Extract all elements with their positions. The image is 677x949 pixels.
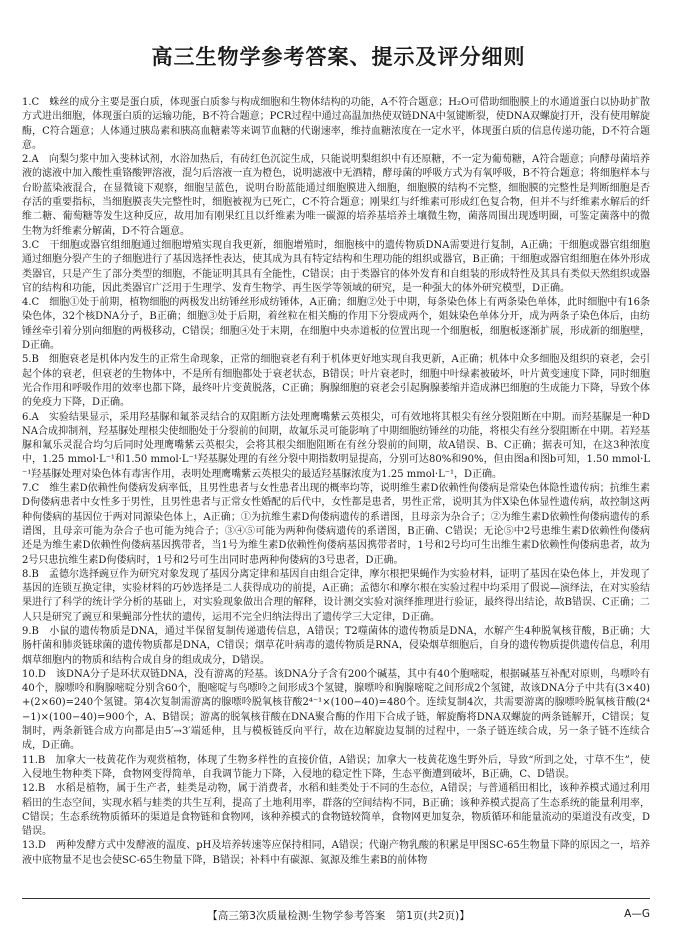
answer-list bbox=[22, 96, 650, 868]
answer-item: 5.B 细胞衰老是机体内发生的正常生命现象，正常的细胞衰老有利于机体更好地实现自我更新，A正确；机体中众多细胞及组织的衰老，会引起个体的衰老，但衰老的生物体中，不是所有细胞都处于衰老状态，B错误；叶片衰老时，细胞中叶绿素被破坏，叶片黄变速度下降，同时细胞光合作用和呼吸作用的效率也都下降，最终叶片变黄脱落，C正确；胸腺细胞的衰老会引起胸腺萎缩并造成淋巴细胞的生成能力下降，导致个体的免疫力下降，D正确。 bbox=[22, 354, 650, 409]
footer-divider bbox=[22, 898, 650, 899]
page-title: 高三生物学参考答案、提示及评分细则 bbox=[151, 45, 526, 69]
answer-item: 1.C 蛛丝的成分主要是蛋白质，体现蛋白质参与构成细胞和生物体结构的功能，A不符合题意；H₂O可借助细胞膜上的水通道蛋白以协助扩散方式进出细胞，体现蛋白质的运输功能，B不符合题意；PCR过程中通过高温加热使双链DNA中氢键断裂，使DNA双螺旋打开，没有使用解旋酶，C符合题意；人体通过胰岛素和胰高血糖素等来调节血糖的代谢速率，维持血糖浓度在一定水平，体现蛋白质的信息传递功能，D不符合题意。 bbox=[22, 97, 650, 151]
answer-item: 10.D 该DNA分子是环状双链DNA，没有游离的羟基。该DNA分子含有200个碱基，其中有40个胞嘧啶，根据碱基互补配对原则，鸟嘌呤有40个，腺嘌呤和胸腺嘧啶分别含60个，胞嘧啶与鸟嘌呤之间形成3个氢键，腺嘌呤和胸腺嘧啶之间形成2个氢键，故该DNA分子中共有(3×40)+(2×60)=240个氢键。第4次复制需游离的腺嘌呤脱氧核苷酸2⁴⁻¹×(100−40)=480个。连续复制4次，共需要游离的腺嘌呤脱氧核苷酸(2⁴−1)×(100−40)=900个，A、B错误；游离的脱氧核苷酸在DNA聚合酶的作用下合成子链，解旋酶将DNA双螺旋的两条链解开，C错误；复制时，两条新链合成方向都是由5′→3′端延伸，且与模板链反向平行，故在边解旋边复制的过程中，一条子链连续合成，另一条子链不连续合成，D正确。 bbox=[22, 668, 650, 752]
answer-item: 13.D 两种发酵方式中发酵液的温度、pH及培养转速等应保持相同，A错误；代谢产物乳酸的积累是甲图SC-65生物量下降的原因之一，培养液中底物量不足也会使SC-65生物量下降，B错误；补料中有碳源、氮源及维生素B的前体物 bbox=[22, 840, 650, 866]
page-footer: 【高三第3次质量检测·生物学参考答案 第1页(共2页)】 bbox=[207, 910, 470, 922]
answer-item: 3.C 干细胞或器官组细胞通过细胞增殖实现自我更新，细胞增殖时，细胞核中的遗传物质DNA需要进行复制，A正确；干细胞或器官组细胞通过细胞分裂产生的子细胞进行了基因选择性表达，使其成为具有特定结构和生理功能的组织或器官，B正确；干细胞或器官组细胞在体外形成类器官，只是产生了部分类型的细胞，不能证明其具有全能性，C错误；由于类器官的体外发育和自组装的形成特性及其具有类似天然组织或器官的结构和功能，因此类器官广泛用于生理学、发育生物学、再生医学等领域的研究，是一种强大的体外研究模型，D正确。 bbox=[22, 239, 650, 294]
answer-item: 9.B 小鼠的遗传物质是DNA，通过半保留复制传递遗传信息，A错误；T2噬菌体的遗传物质是DNA，水解产生4种脱氧核苷酸，B正确；大肠杆菌和肺炎链球菌的遗传物质都是DNA，C错误；烟草花叶病毒的遗传物质是RNA，侵染烟草细胞后，自身的遗传物质提供遗传信息，利用烟草细胞内的物质和结构合成自身的组成成分，D错误。 bbox=[22, 625, 650, 666]
answer-item: 2.A 向梨匀浆中加入斐林试剂，水浴加热后，有砖红色沉淀生成，只能说明梨组织中有还原糖，不一定为葡萄糖，A符合题意；向酵母菌培养液的滤液中加入酸性重铬酸钾溶液，混匀后溶液一直为橙色，说明滤液中无酒精，酵母菌的呼吸方式为有氧呼吸，B不符合题意；将细胞样本与台盼蓝染液混合，在显微镜下观察，细胞呈蓝色，说明台盼蓝能通过细胞膜进入细胞，细胞膜的结构不完整，细胞膜的完整性是判断细胞是否存活的重要指标，当细胞膜丧失完整性时，细胞被视为已死亡，C不符合题意；刚果红与纤维素可形成红色复合物，但并不与纤维素水解后的纤维二糖、葡萄糖等发生这种反应，故用加有刚果红且以纤维素为唯一碳源的培养基培养土壤微生物，菌落周围出现透明圈，可鉴定菌落中的微生物为纤维素分解菌，D不符合题意。 bbox=[22, 154, 650, 237]
answer-item: 11.B 加拿大一枝黄花作为观赏植物，体现了生物多样性的直接价值，A错误；加拿大一枝黄花逸生野外后，导致“所到之处，寸草不生”，使入侵地生物种类下降，食物网变得简单，自我调节能力下降，入侵地的稳定性下降，生态平衡遭到破坏，B正确，C、D错误。 bbox=[22, 754, 650, 780]
answer-item: 6.A 实验结果显示，采用羟基脲和氟茶灵结合的双阻断方法处理鹰嘴紫云英根尖，可有效地将其根尖有丝分裂阻断在中期。而羟基脲是一种DNA合成抑制剂，羟基脲处理根尖使细胞处于分裂前的间期，故氟乐灵可能影响了中期细胞纺锤丝的功能，将根尖有丝分裂阻断在中期。若羟基脲和氟乐灵混合均匀后同时处理鹰嘴紫云英根尖，会将其根尖细胞阻断在有丝分裂前的间期，故A错误、B、C正确；据表可知，在这3种浓度中，1.25 mmol·L⁻¹和1.50 mmol·L⁻¹羟基脲处理的有丝分裂中期指数明显提高，分别可达80%和90%，但由图a和图b可知，1.50 mmol·L⁻¹羟基脲处理对染色体有毒害作用，表明处理鹰嘴紫云英根尖的最适羟基脲浓度为1.25 mmol·L⁻¹，D正确。 bbox=[22, 411, 650, 480]
exam-code: A—G bbox=[624, 908, 650, 920]
answer-item: 8.B 孟德尔选择豌豆作为研究对象发现了基因分离定律和基因自由组合定律，摩尔根把果蝇作为实验材料，证明了基因在染色体上，并发现了基因的连锁互换定律，实验材料的巧妙选择是二人获得成功的前提，A正确；孟德尔和摩尔根在实验过程中均采用了假说—演绎法，在对实验结果进行了科学的统计学分析的基础上，对实验现象做出合理的解释，设计测交实验对演绎推理进行验证，最终得出结论，故B错误、C正确；二人只是研究了豌豆和果蝇部分性状的遗传，运用不完全归纳法得出了遗传学三大定律，D正确。 bbox=[22, 568, 650, 623]
answer-item: 7.C 维生素D依赖性佝偻病发病率低，且男性患者与女性患者出现的概率均等，说明维生素D依赖性佝偻病是常染色体隐性遗传病；抗维生素D佝偻病患者中女性多于男性，且男性患者与正常女性婚配的后代中，女性都是患者，男性正常，说明其为伴X染色体显性遗传病，故控制这两种佝偻病的基因位于两对同源染色体上，A正确；①为抗维生素D佝偻病遗传的系谱图，且母亲为杂合子；②为维生素D依赖性佝偻病遗传的系谱图，且母亲可能为杂合子也可能为纯合子；③④⑤可能为两种佝偻病遗传的系谱图，B正确、C错误；无论⑤中2号患维生素D依赖性佝偻病还是为维生素D依赖性佝偻病基因携带者，当1号为维生素D依赖性佝偻病基因携带者时，1号和2号均可生出维生素D依赖性佝偻病患者，故为2号只患抗维生素D佝偻病时，1号和2号可生出同时患两种佝偻病的3号患者，D正确。 bbox=[22, 483, 650, 566]
answer-item: 4.C 细胞①处于前期，植物细胞的两极发出纺锤丝形成纺锤体，A正确；细胞②处于中期，每条染色体上有两条染色单体，此时细胞中有16条染色体，32个核DNA分子，B正确；细胞③处于后期，着丝粒在相关酶的作用下分裂成两个，姐妹染色单体分开，成为两条子染色体后，由纺锤丝牵引着分别向细胞的两极移动，C错误；细胞④处于末期，在细胞中央赤道板的位置出现一个细胞板，细胞板逐渐扩展，形成新的细胞壁，D正确。 bbox=[22, 297, 650, 352]
answer-item: 12.B 水稻是植物，属于生产者，蛙类是动物，属于消费者，水稻和蛙类处于不同的生态位，A错误；与普通稻田相比，该种养模式通过利用稻田的生态空间，实现水稻与蛙类的共生互利，提高了土地利用率，群落的空间结构不同，B正确；该种养模式提高了生态系统的能量利用率，C错误；生态系统物质循环的渠道是食物链和食物网，该种养模式的食物链较简单，食物网更加复杂，物质循环和能量流动的渠道没有改变，D错误。 bbox=[22, 783, 650, 838]
